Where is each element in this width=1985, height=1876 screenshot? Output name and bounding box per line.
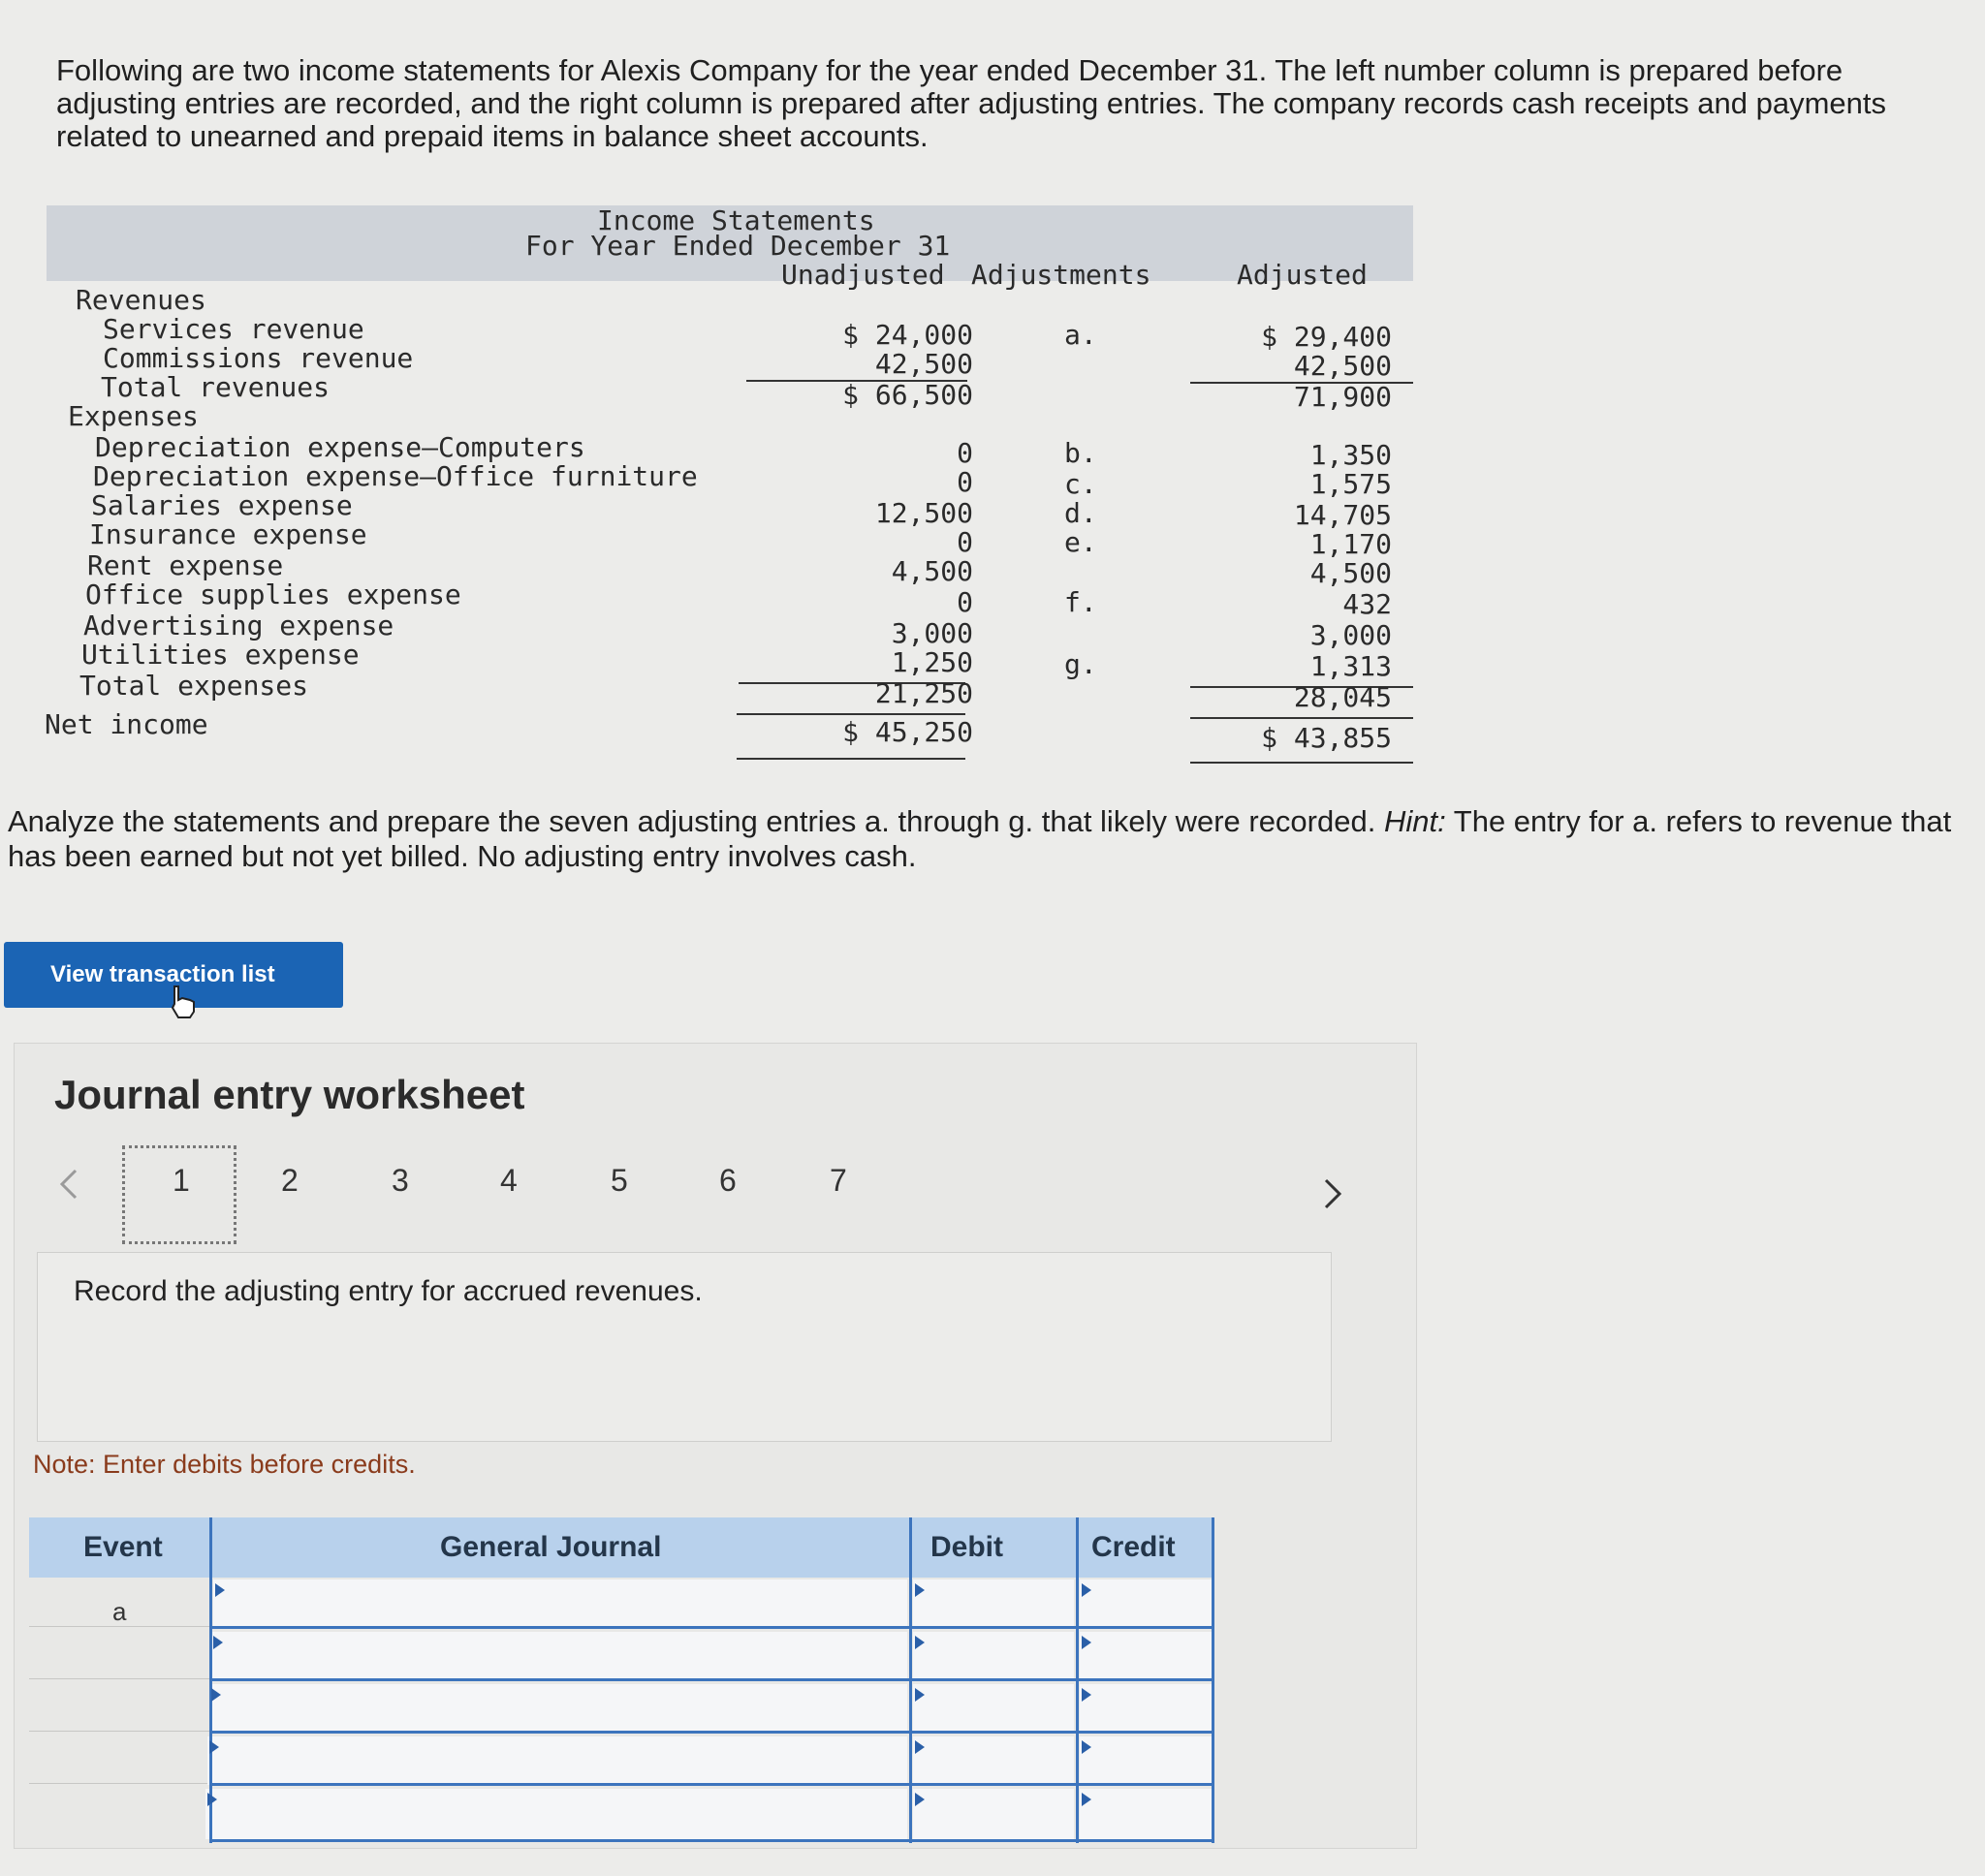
account-input[interactable] — [205, 1789, 907, 1839]
net-income-adjusted: $ 43,855 — [1261, 722, 1392, 754]
credit-input[interactable] — [1080, 1684, 1212, 1733]
dropdown-marker-icon — [915, 1636, 925, 1649]
hand-cursor-icon — [165, 983, 204, 1021]
statement-title: Income Statements — [597, 204, 875, 236]
row-label: Total revenues — [101, 371, 331, 403]
row-adjusted: 432 — [1342, 588, 1392, 620]
dropdown-marker-icon — [915, 1793, 925, 1806]
instructions-prefix: Analyze the statements and prepare the seven adjusting entries a. through g. that likely were recorded. — [8, 804, 1376, 838]
debit-input[interactable] — [913, 1632, 1074, 1680]
dropdown-marker-icon — [915, 1688, 925, 1702]
row-adjusted: $ 29,400 — [1261, 321, 1392, 353]
event-row-divider — [29, 1678, 209, 1679]
row-adj-letter: d. — [1064, 497, 1097, 529]
row-unadjusted: 1,250 — [891, 646, 973, 678]
problem-intro: Following are two income statements for Alexis Company for the year ended December 31. The left number column is prepared before adjusting entries are recorded, and the right column is prepared after adjusting entries. The company records cash receipts and payments related to unearned and prepaid items in balance sheet accounts. — [56, 53, 1887, 153]
event-row-divider — [29, 1783, 209, 1784]
event-label: a — [112, 1597, 127, 1626]
row-adj-letter: e. — [1064, 526, 1097, 558]
hint-label: Hint: — [1383, 804, 1446, 838]
general-journal-table — [29, 1517, 1213, 1847]
row-label: Services revenue — [103, 313, 364, 345]
instructions-suffix: The entry for a. refers to revenue that has been earned but not yet billed. No adjusting entry involves cash. — [8, 804, 1952, 873]
row-label: Commissions revenue — [103, 342, 414, 374]
row-adj-letter: b. — [1064, 437, 1097, 469]
row-unadjusted: 0 — [957, 526, 973, 558]
dropdown-marker-icon — [207, 1793, 217, 1806]
row-adj-letter: g. — [1064, 648, 1097, 680]
account-input[interactable] — [207, 1736, 907, 1785]
row-adjusted: 1,575 — [1309, 468, 1392, 500]
row-adjusted: 1,350 — [1309, 439, 1392, 471]
page-2-tab[interactable]: 2 — [281, 1163, 299, 1198]
row-adjusted: 3,000 — [1309, 619, 1392, 651]
event-row-divider — [29, 1731, 209, 1732]
subtotal-rule — [737, 713, 965, 715]
debit-input[interactable] — [913, 1684, 1074, 1733]
credit-input[interactable] — [1080, 1632, 1212, 1680]
credit-input[interactable] — [1080, 1579, 1212, 1628]
dropdown-marker-icon — [915, 1740, 925, 1754]
grid-line — [209, 1678, 1214, 1681]
row-label: Insurance expense — [89, 518, 367, 550]
next-chevron-icon[interactable] — [1322, 1176, 1345, 1211]
net-income-label: Net income — [45, 708, 208, 740]
prev-chevron-icon[interactable] — [56, 1167, 79, 1202]
col-adjusted-header: Adjusted — [1237, 259, 1368, 291]
account-input[interactable] — [209, 1684, 907, 1733]
credit-input[interactable] — [1080, 1789, 1212, 1839]
row-unadjusted: 0 — [957, 437, 973, 469]
page-5-tab[interactable]: 5 — [611, 1163, 628, 1198]
debit-input[interactable] — [913, 1579, 1074, 1628]
dropdown-marker-icon — [1082, 1793, 1091, 1806]
row-unadjusted: 3,000 — [891, 617, 973, 649]
dropdown-marker-icon — [213, 1636, 223, 1649]
row-unadjusted: 42,500 — [874, 348, 973, 380]
row-adjusted: 71,900 — [1293, 381, 1392, 413]
page-6-tab[interactable]: 6 — [719, 1163, 737, 1198]
dropdown-marker-icon — [1082, 1688, 1091, 1702]
col-adjustments-header: Adjustments — [971, 259, 1151, 291]
row-adj-letter: a. — [1064, 319, 1097, 351]
header-debit: Debit — [930, 1531, 1003, 1563]
row-unadjusted: 0 — [957, 586, 973, 618]
worksheet-title: Journal entry worksheet — [54, 1072, 525, 1117]
page-7-tab[interactable]: 7 — [830, 1163, 847, 1198]
dropdown-marker-icon — [1082, 1740, 1091, 1754]
grid-line — [209, 1626, 1214, 1629]
grid-line — [209, 1731, 1214, 1734]
row-label: Utilities expense — [81, 639, 360, 671]
row-adj-letter: c. — [1064, 468, 1097, 500]
debits-note: Note: Enter debits before credits. — [33, 1450, 416, 1479]
event-row-divider — [29, 1626, 209, 1627]
subtotal-rule — [1190, 717, 1413, 719]
dropdown-marker-icon — [211, 1688, 221, 1702]
revenues-label: Revenues — [76, 284, 206, 316]
row-label: Depreciation expense—Computers — [95, 431, 585, 463]
row-label: Advertising expense — [83, 610, 394, 641]
row-unadjusted: 12,500 — [874, 497, 973, 529]
grid-line — [209, 1783, 1214, 1786]
row-adjusted: 4,500 — [1309, 557, 1392, 589]
page-3-tab[interactable]: 3 — [392, 1163, 409, 1198]
header-event: Event — [83, 1531, 163, 1563]
row-label: Depreciation expense—Office furniture — [93, 460, 698, 492]
row-unadjusted: 4,500 — [891, 555, 973, 587]
row-adjusted: 14,705 — [1293, 499, 1392, 531]
net-income-unadjusted: $ 45,250 — [842, 716, 973, 748]
page-4-tab[interactable]: 4 — [500, 1163, 518, 1198]
debit-input[interactable] — [913, 1789, 1074, 1839]
statement-subtitle: For Year Ended December 31 — [525, 230, 951, 262]
credit-input[interactable] — [1080, 1736, 1212, 1785]
income-statement-table — [47, 205, 1413, 767]
row-unadjusted: 21,250 — [874, 677, 973, 709]
header-credit: Credit — [1091, 1531, 1176, 1563]
row-unadjusted: 0 — [957, 466, 973, 498]
dropdown-marker-icon — [209, 1740, 219, 1754]
row-unadjusted: $ 66,500 — [842, 379, 973, 411]
row-adjusted: 28,045 — [1293, 681, 1392, 713]
dropdown-marker-icon — [915, 1583, 925, 1597]
row-adjusted: 42,500 — [1293, 350, 1392, 382]
expenses-label: Expenses — [68, 400, 199, 432]
debit-input[interactable] — [913, 1736, 1074, 1785]
total-rule — [737, 758, 965, 760]
dropdown-marker-icon — [1082, 1583, 1091, 1597]
account-input[interactable] — [211, 1632, 907, 1680]
dropdown-marker-icon — [1082, 1636, 1091, 1649]
dropdown-marker-icon — [215, 1583, 225, 1597]
row-label: Total expenses — [79, 670, 309, 702]
row-adj-letter: f. — [1064, 586, 1097, 618]
instructions — [8, 804, 1975, 874]
page-1-tab[interactable]: 1 — [173, 1163, 190, 1198]
entry-prompt: Record the adjusting entry for accrued revenues. — [74, 1275, 703, 1307]
row-label: Rent expense — [87, 549, 284, 581]
row-label: Salaries expense — [91, 489, 353, 521]
total-rule — [1190, 762, 1413, 764]
col-unadjusted-header: Unadjusted — [781, 259, 945, 291]
account-input[interactable] — [213, 1579, 907, 1628]
view-transaction-list-button[interactable]: View transaction list — [4, 942, 343, 1008]
header-general-journal: General Journal — [440, 1531, 662, 1563]
row-label: Office supplies expense — [85, 578, 461, 610]
grid-line — [209, 1839, 1214, 1842]
row-unadjusted: $ 24,000 — [842, 319, 973, 351]
row-adjusted: 1,313 — [1309, 650, 1392, 682]
row-adjusted: 1,170 — [1309, 528, 1392, 560]
